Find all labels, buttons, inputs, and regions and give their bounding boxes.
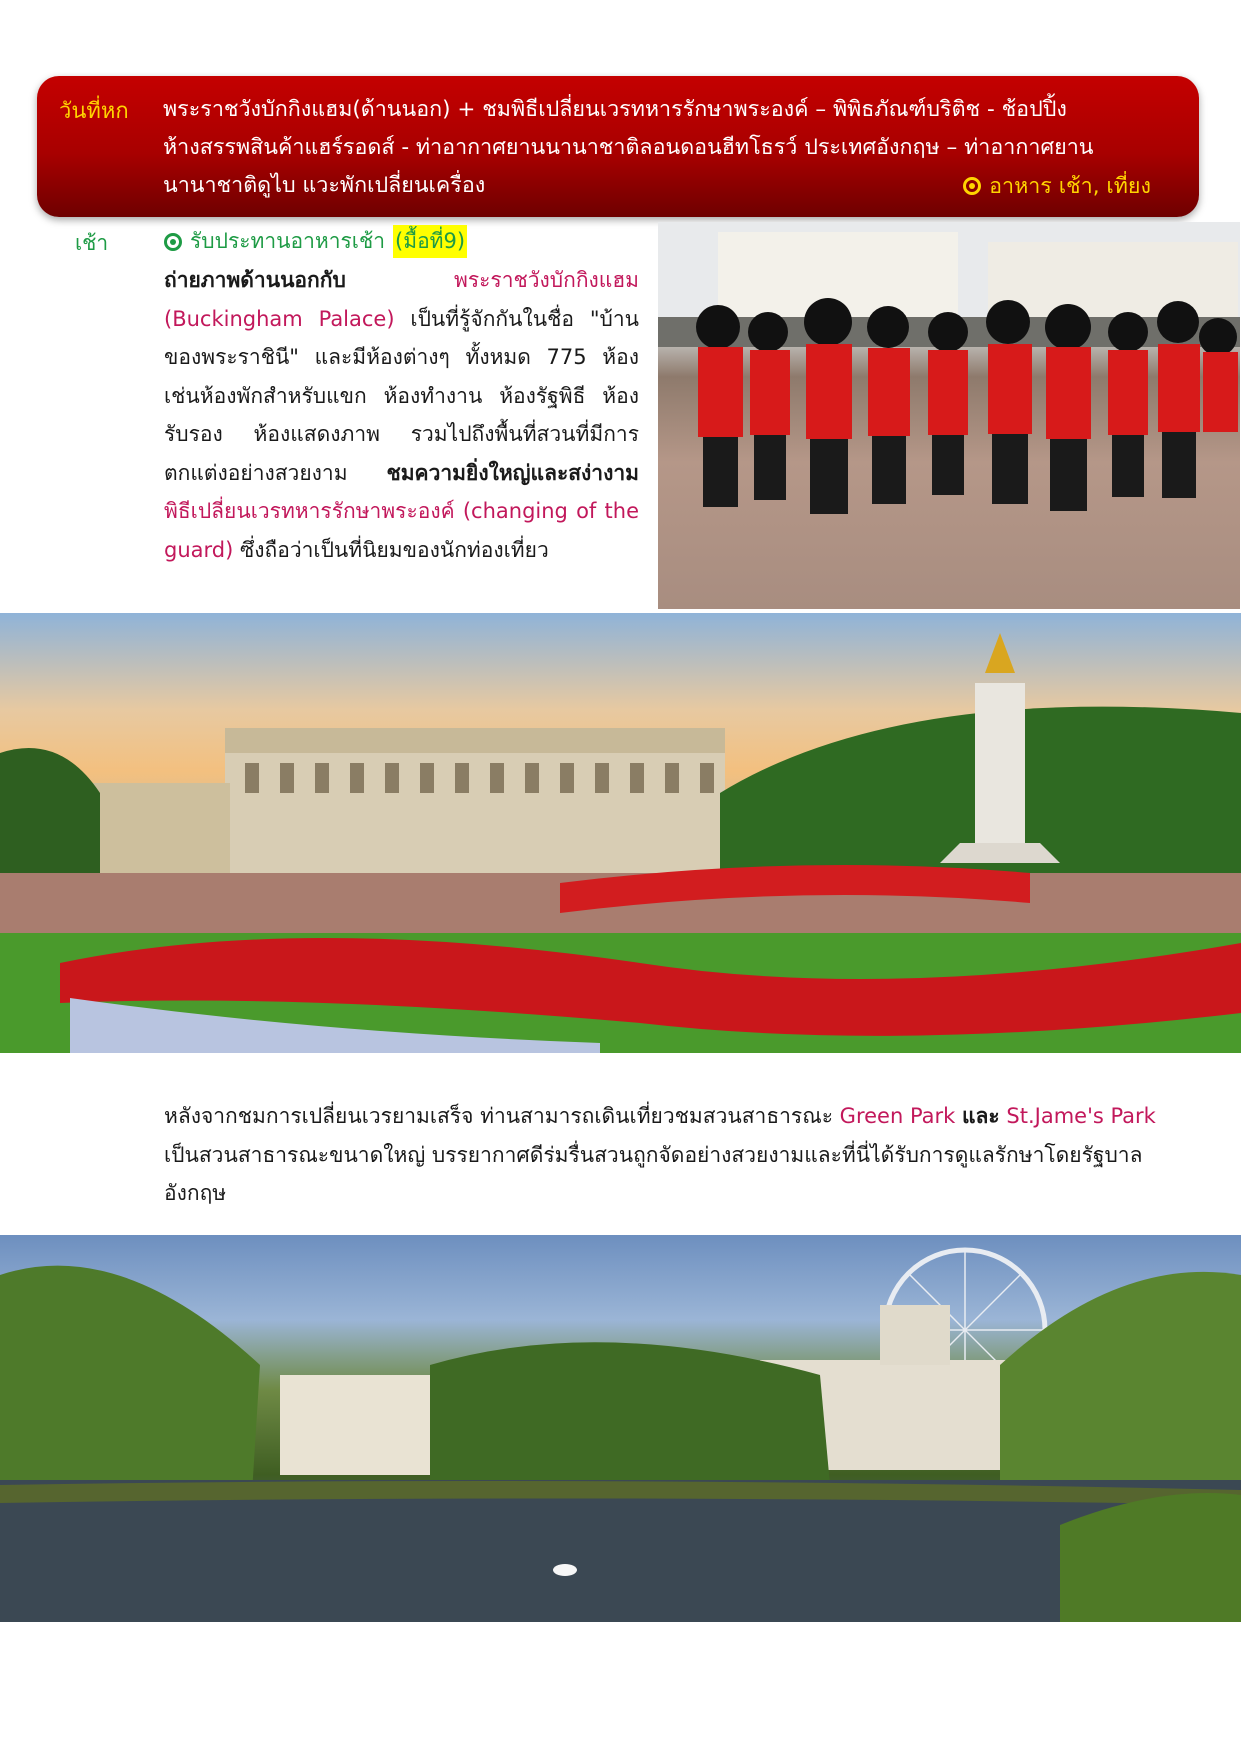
park-desc: เป็นสวนสาธารณะขนาดใหญ่ บรรยากาศดีร่มรื่นสวนถูกจัดอย่างสวยงามและที่นี่ได้รับการดูแลรักษาโดยรัฐบาลอังกฤษ (164, 1142, 1143, 1205)
day-banner (37, 76, 1199, 217)
and-text: และ (962, 1104, 1000, 1128)
meals-info (963, 169, 1151, 203)
plate-icon (164, 233, 182, 251)
park-description (164, 1097, 1174, 1213)
highlight-text: ชมความยิ่งใหญ่และสง่างาม (386, 460, 639, 485)
itinerary-line: นานาชาติดูไบ แวะพักเปลี่ยนเครื่อง (163, 173, 486, 198)
st-james-park-name: St.Jame's Park (1006, 1104, 1156, 1128)
breakfast-line (164, 225, 467, 258)
ceremony-desc: ซึ่งถือว่าเป็นที่นิยมของนักท่องเที่ยว (239, 537, 549, 562)
guard-photo-art (658, 222, 1240, 609)
plate-icon (963, 177, 981, 195)
palace-desc: เป็นที่รู้จักกันในชื่อ "บ้านของพระราชินี" และมีห้องต่างๆ ทั้งหมด 775 ห้อง เช่นห้องพักสำหรับแขก ห้องทำงาน ห้องรัฐพิธี ห้องรับรอง ห้องแสดงภาพ รวมไปถึงพื้นที่สวนที่มีการตกแต่งอย่างสวยงาม (164, 306, 639, 485)
itinerary-line: ห้างสรรพสินค้าแฮร์รอดส์ - ท่าอากาศยานนานาชาติลอนดอนฮีทโธรว์ ประเทศอังกฤษ – ท่าอากาศยาน (163, 135, 1094, 160)
park-intro: หลังจากชมการเปลี่ยนเวรยามเสร็จ ท่านสามารถเดินเที่ยวชมสวนสาธารณะ (164, 1104, 833, 1128)
park-photo-art (0, 1235, 1241, 1622)
palace-photo-art (0, 613, 1241, 1053)
day-label: วันที่หก (59, 99, 129, 124)
meals-text: อาหาร เช้า, เที่ยง (989, 174, 1151, 199)
palace-name-th: พระราชวังบักกิงแฮม (454, 268, 639, 292)
palace-name-en: (Buckingham Palace) (164, 306, 395, 331)
palace-description (164, 261, 639, 569)
time-label-morning: เช้า (75, 231, 109, 255)
buckingham-palace-photo (0, 613, 1241, 1053)
guard-ceremony-photo (658, 222, 1240, 609)
lead-text: ถ่ายภาพด้านนอกกับ (164, 268, 346, 292)
itinerary-line: พระราชวังบักกิงแฮม(ด้านนอก) + ชมพิธีเปลี่ยนเวรทหารรักษาพระองค์ – พิพิธภัณฑ์บริติช - ช้อปปิ้ง (163, 97, 1067, 122)
ceremony-name: พิธีเปลี่ยนเวรทหารรักษาพระองค์ (changing of the guard) (164, 499, 639, 562)
meal-number-highlight: (มื้อที่9) (393, 225, 467, 258)
breakfast-text: รับประทานอาหารเช้า (190, 229, 386, 253)
st-james-park-photo (0, 1235, 1241, 1622)
green-park-name: Green Park (839, 1104, 956, 1128)
